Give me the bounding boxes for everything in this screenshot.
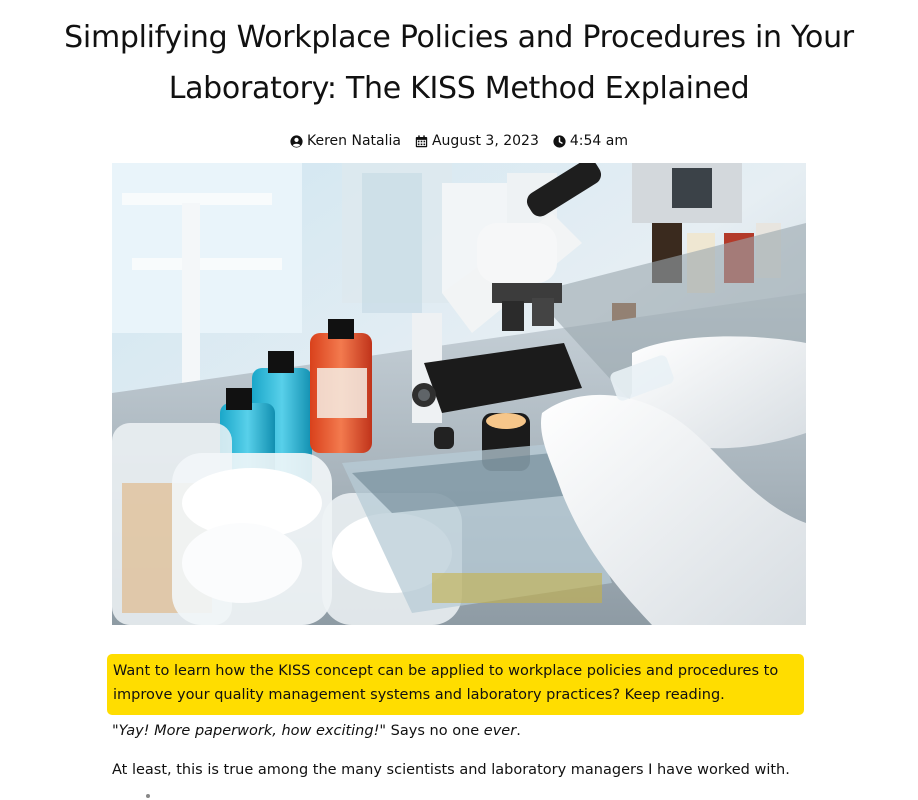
quote-emphasis: ever bbox=[483, 723, 517, 739]
date-meta bbox=[415, 133, 539, 149]
article-meta bbox=[0, 131, 918, 151]
time-meta bbox=[553, 133, 628, 149]
body-paragraph: At least, this is true among the many scientists and laboratory managers I have worked with. bbox=[112, 762, 790, 778]
user-circle-icon bbox=[290, 135, 303, 148]
hero-image bbox=[112, 163, 806, 625]
author-name: Keren Natalia bbox=[307, 133, 401, 149]
quote-end: . bbox=[516, 723, 521, 739]
post-time: 4:54 am bbox=[569, 133, 628, 149]
laboratory-microscope-photo bbox=[112, 163, 806, 625]
quote-after: Says no one bbox=[386, 723, 484, 739]
list-bullet bbox=[146, 794, 150, 798]
clock-icon bbox=[553, 135, 566, 148]
quote-paragraph bbox=[112, 720, 812, 742]
author-meta[interactable] bbox=[290, 133, 401, 149]
quote-text: "Yay! More paperwork, how exciting!" bbox=[112, 723, 387, 739]
calendar-icon bbox=[415, 135, 428, 148]
intro-callout: Want to learn how the KISS concept can be applied to workplace policies and procedures to improve your quality management systems and laboratory practices? Keep reading. bbox=[107, 654, 804, 715]
post-date: August 3, 2023 bbox=[431, 133, 539, 149]
article-title: Simplifying Workplace Policies and Procedures in Your Laboratory: The KISS Method Explained bbox=[64, 20, 854, 106]
